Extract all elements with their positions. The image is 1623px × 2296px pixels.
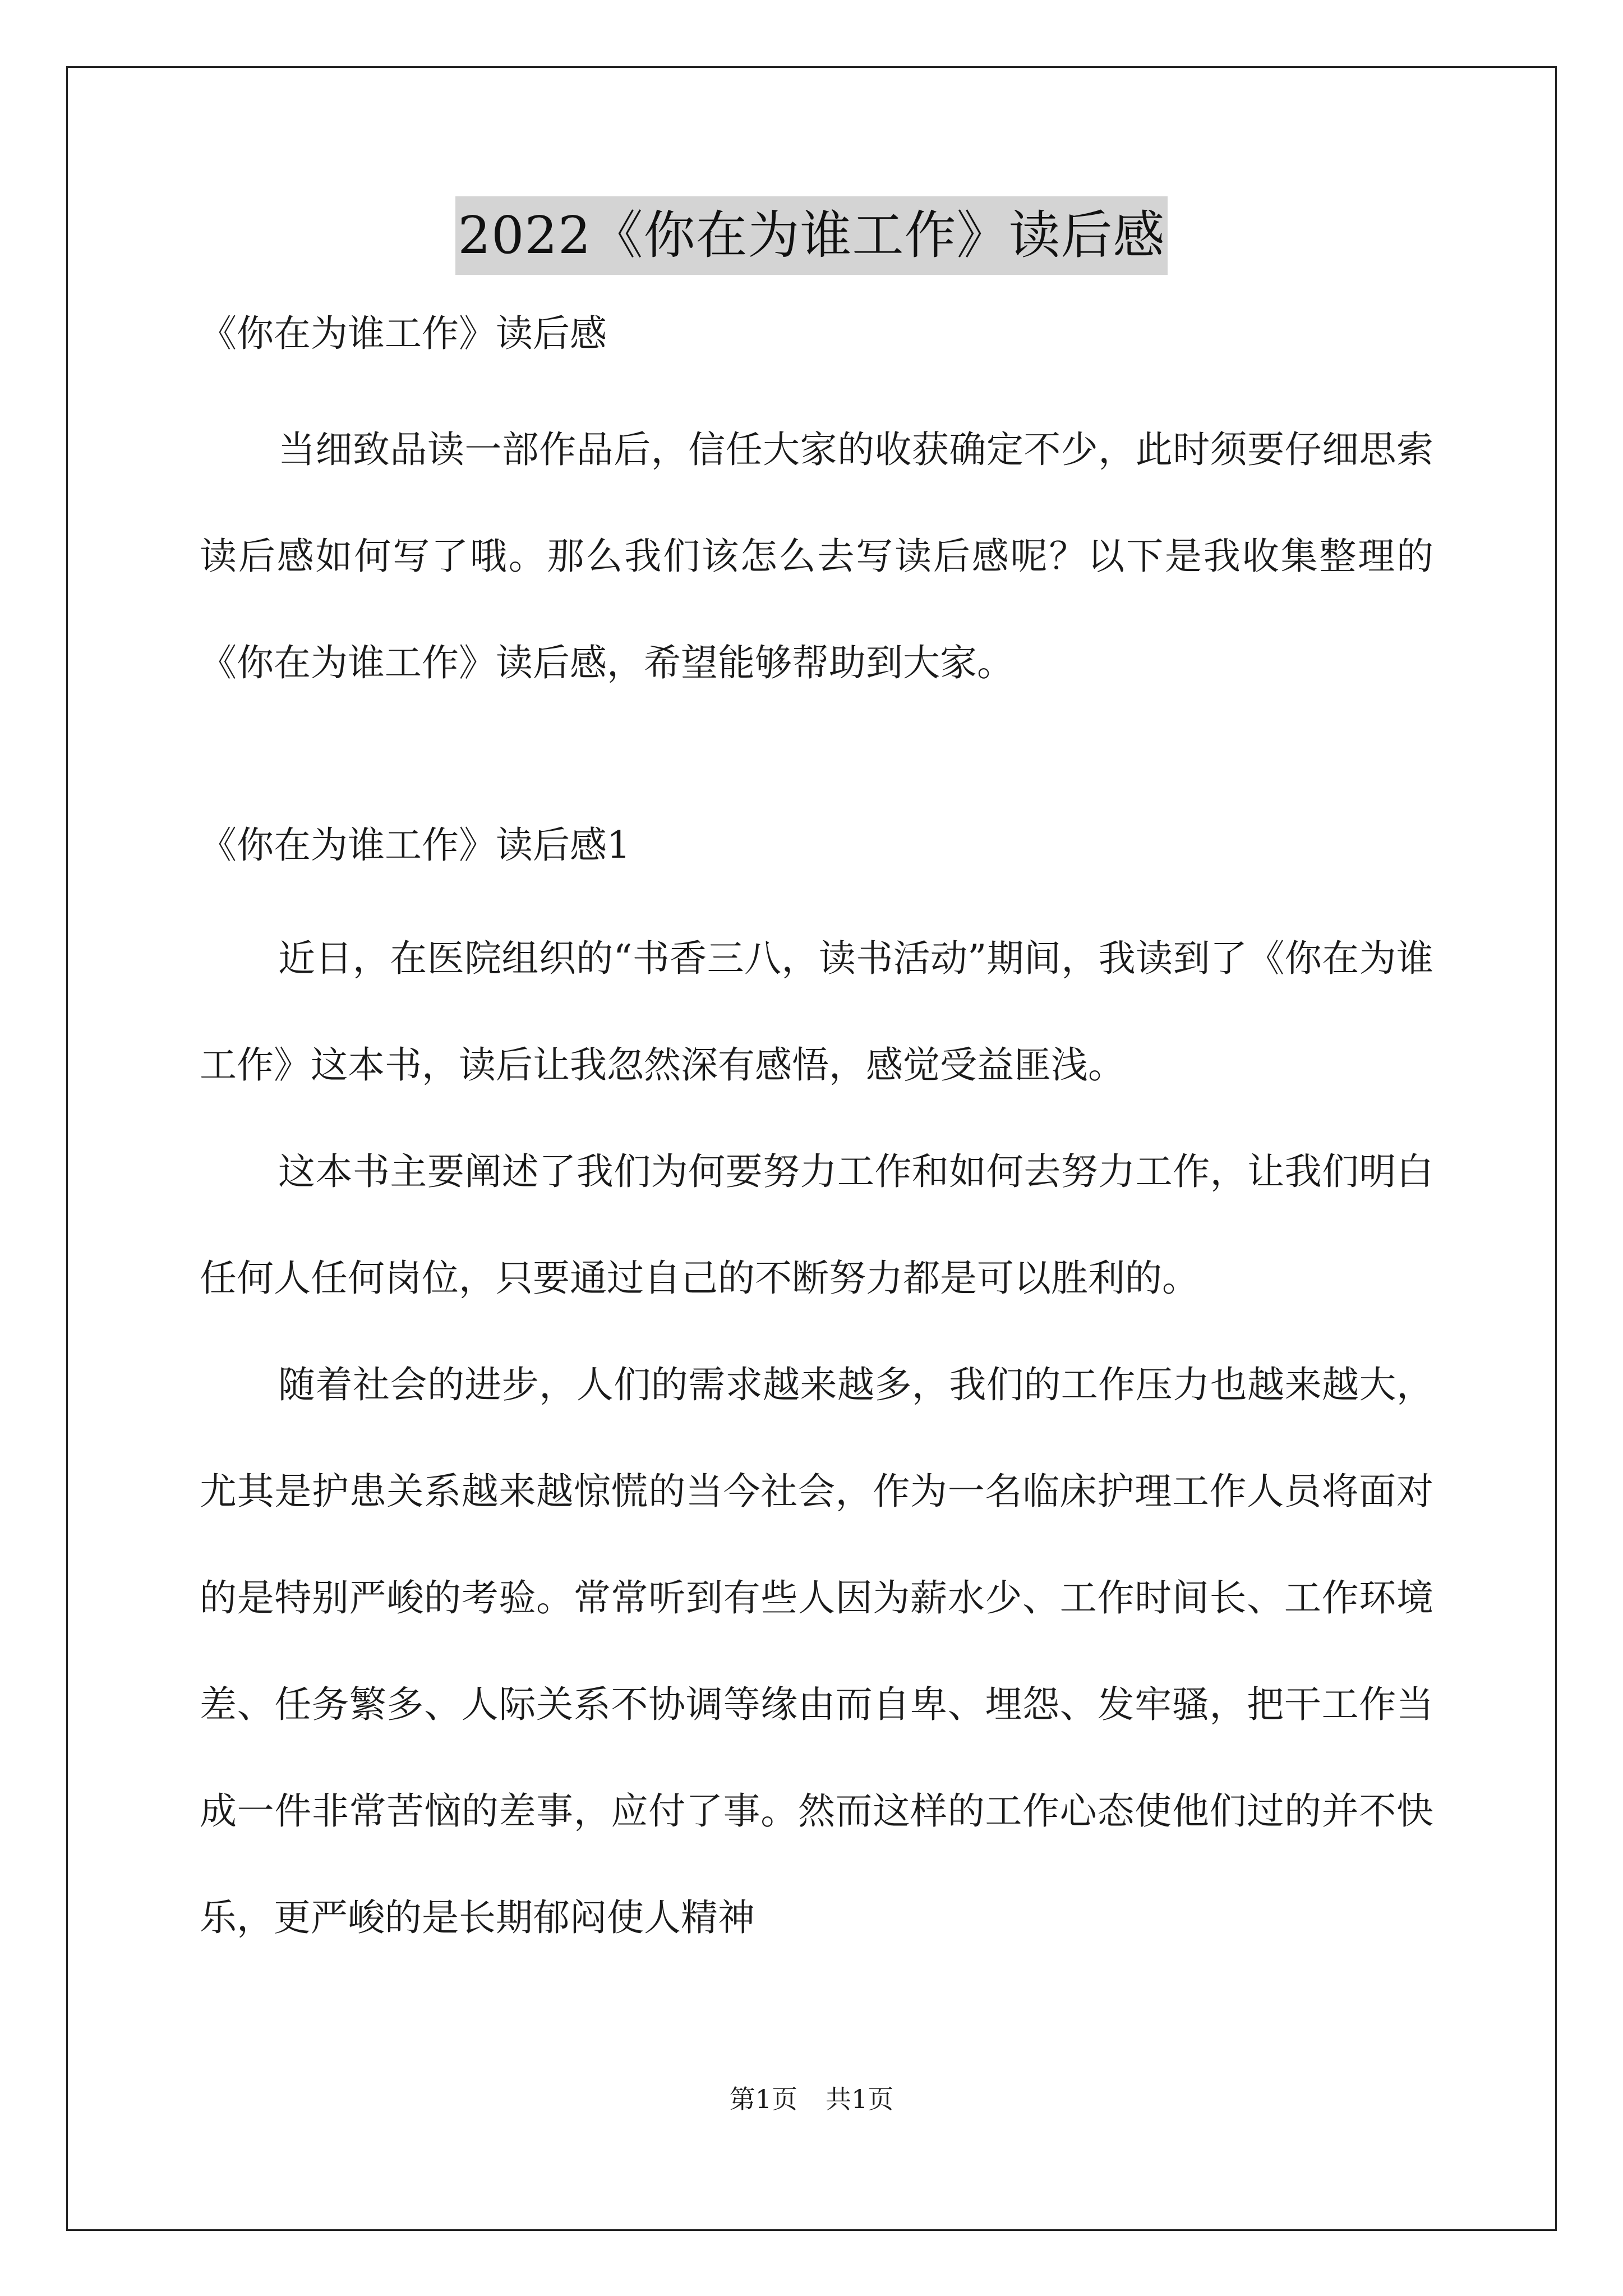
page-footer — [0, 2082, 1623, 2116]
page-number-total: 共1页 — [826, 2084, 894, 2114]
section-spacer — [200, 716, 1433, 817]
body-paragraph-3: 随着社会的进步，人们的需求越来越多，我们的工作压力也越来越大，尤其是护患关系越来越惊慌的当今社会，作为一名临床护理工作人员将面对的是特别严峻的考验。常常听到有些人因为薪水少、工作时间长、工作环境差、任务繁多、人际关系不协调等缘由而自卑、埋怨、发牢骚，把干工作当成一件非常苦恼的差事，应付了事。然而这样的工作心态使他们过的并不快乐，更严峻的是长期郁闷使人精神 — [200, 1363, 1433, 1939]
body-paragraph-2: 这本书主要阐述了我们为何要努力工作和如何去努力工作，让我们明白任何人任何岗位，只要通过自己的不断努力都是可以胜利的。 — [200, 1150, 1433, 1300]
page-number-current: 第1页 — [729, 2084, 797, 2114]
intro-paragraph: 当细致品读一部作品后，信任大家的收获确定不少，此时须要仔细思索读后感如何写了哦。那么我们该怎么去写读后感呢？以下是我收集整理的《你在为谁工作》读后感，希望能够帮助到大家。 — [200, 428, 1433, 684]
title-container — [0, 196, 1623, 275]
subtitle-heading: 《你在为谁工作》读后感 — [200, 312, 607, 355]
document-body — [200, 306, 1433, 1971]
body-paragraph-1: 近日，在医院组织的“书香三八，读书活动”期间，我读到了《你在为谁工作》这本书，读后让我忽然深有感悟，感觉受益匪浅。 — [200, 937, 1433, 1087]
document-title: 2022《你在为谁工作》读后感 — [455, 196, 1167, 275]
section-heading: 《你在为谁工作》读后感1 — [200, 823, 630, 867]
